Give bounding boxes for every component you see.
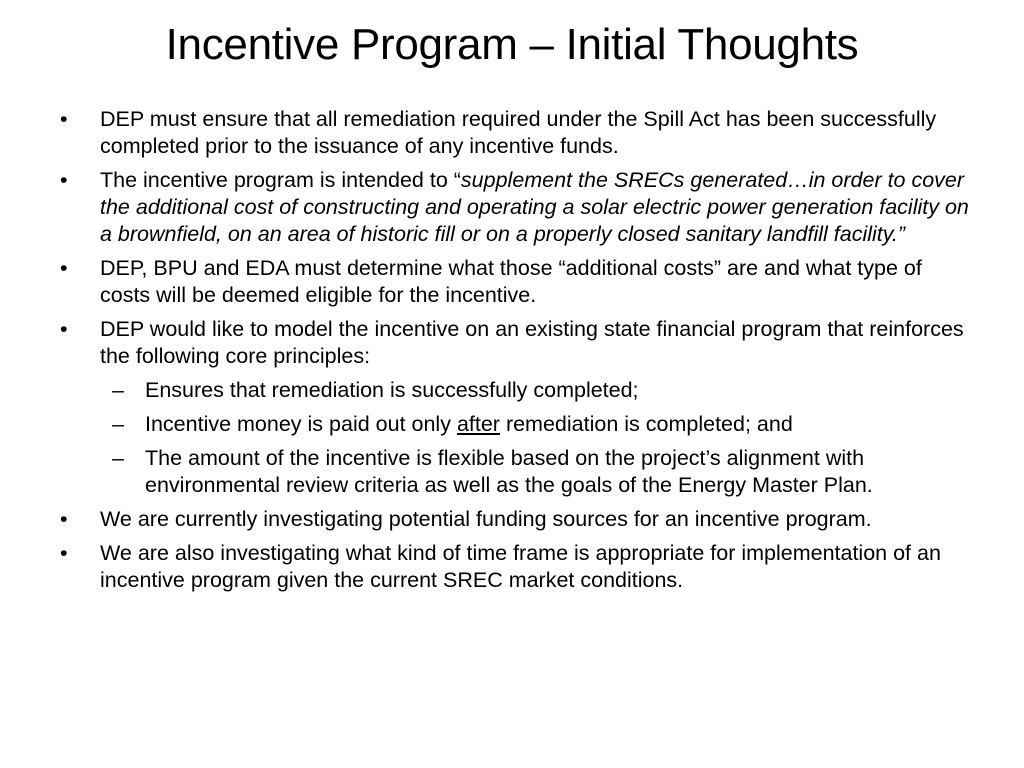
- bullet-text: We are also investigating what kind of time frame is appropriate for implementation of an incentive program given the current SREC market conditions.: [100, 541, 941, 592]
- bullet-marker: •: [60, 168, 68, 192]
- bullet-item: [60, 540, 970, 594]
- bullet-item: [60, 255, 970, 309]
- quoted-statute-text: supplement the SRECs generated…in order to cover the additional cost of constructing and operating a solar electric power generation facility on a brownfield, on an area of historic fill or on a properly closed sanitary landfill facility.”: [100, 168, 969, 246]
- bullet-marker: •: [60, 256, 68, 280]
- sub-bullet-text: Ensures that remediation is successfully completed;: [145, 378, 639, 402]
- bullet-text: DEP must ensure that all remediation required under the Spill Act has been successfully completed prior to the issuance of any incentive funds.: [100, 107, 937, 158]
- bullet-text: DEP, BPU and EDA must determine what those “additional costs” are and what type of costs will be deemed eligible for the incentive.: [100, 256, 922, 307]
- bullet-text: DEP would like to model the incentive on an existing state financial program that reinforces the following core principles:: [100, 317, 964, 368]
- bullet-marker: •: [60, 541, 68, 565]
- bullet-item: [60, 316, 970, 370]
- bullet-item: [60, 106, 970, 160]
- sub-bullet-text: remediation is completed; and: [499, 412, 793, 436]
- bullet-text: We are currently investigating potential funding sources for an incentive program.: [100, 507, 872, 531]
- slide-title: Incentive Program – Initial Thoughts: [165, 20, 859, 69]
- sub-bullet-marker: –: [112, 412, 124, 436]
- bullet-marker: •: [60, 317, 68, 341]
- bullet-list: [60, 106, 970, 601]
- sub-bullet-marker: –: [112, 446, 124, 470]
- bullet-marker: •: [60, 507, 68, 531]
- sub-bullet-item: [60, 411, 970, 438]
- bullet-item: [60, 167, 970, 248]
- sub-bullet-marker: –: [112, 378, 124, 402]
- sub-bullet-item: [60, 377, 970, 404]
- sub-bullet-text: The amount of the incentive is flexible based on the project’s alignment with environmental review criteria as well as the goals of the Energy Master Plan.: [145, 446, 873, 497]
- sub-bullet-item: [60, 445, 970, 499]
- underlined-word: after: [456, 412, 500, 436]
- bullet-item: [60, 506, 970, 533]
- bullet-marker: •: [60, 107, 68, 131]
- sub-bullet-text: Incentive money is paid out only: [145, 412, 457, 436]
- bullet-text: The incentive program is intended to “: [100, 168, 461, 192]
